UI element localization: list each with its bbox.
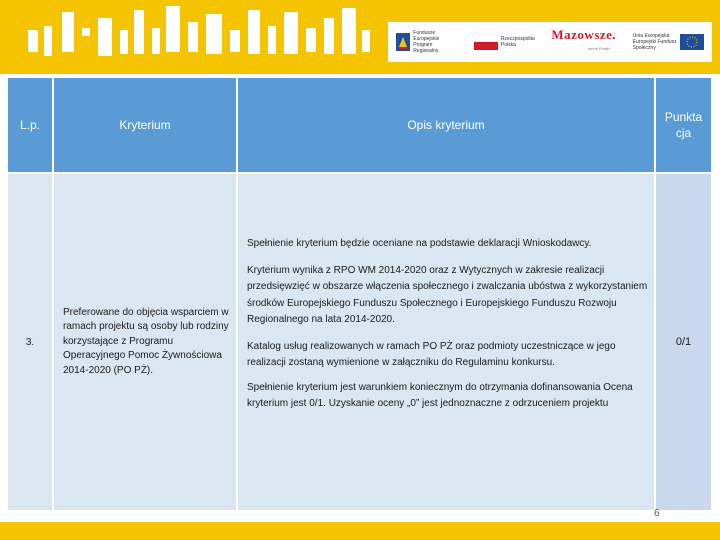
decor-shape [284,12,298,54]
eu-flag-icon [680,34,704,50]
description-paragraph: Katalog usług realizowanych w ramach PO PŻ oraz podmioty uczestniczące w jego realizacji zostaną wymienione w załączniku do Regulaminu konkursu. [247,340,616,368]
decor-shape [166,6,180,52]
row-points: 0/1 [675,336,692,348]
eu-funds-label: Fundusze Europejskie Program Regionalny [413,30,440,54]
header-lp-label: L.p. [19,118,40,132]
eu-label: Unia Europejska Europejski Fundusz Społeczny [632,33,677,51]
row-points-cell [656,174,711,510]
header-banner [0,0,720,74]
decor-shape [306,28,316,52]
row-description-cell [238,174,654,510]
decor-shape [98,18,112,56]
decor-shape [188,22,198,52]
row-criterion-cell [54,174,236,510]
row-criterion-text: Preferowane do objęcia wsparciem w ramach projektu są osoby lub rodziny korzystające z Programu Operacyjnego Pomoc Żywnościowa 2014-2020 (PO PŻ). [63,306,229,376]
criteria-table [8,78,711,510]
decor-shape [206,14,222,54]
description-paragraph: Spełnienie kryterium jest warunkiem koniecznym do otrzymania dofinansowania Ocena kryterium jest 0/1. Uzyskanie oceny „0” jest jednoznaczne z odrzuceniem projektu [247,381,633,409]
description-paragraph: Spełnienie kryterium będzie oceniane na podstawie deklaracji Wnioskodawcy. [247,238,592,249]
decor-shape [342,8,356,54]
poland-flag-icon [474,34,498,50]
header-points [656,78,711,172]
decor-shape [134,10,144,54]
description-paragraph: Kryterium wynika z RPO WM 2014-2020 oraz z Wytycznych w zakresie realizacji przedsięwzięć w obszarze włączenia społecznego i zwalczania ubóstwa z wykorzystaniem środków Europejskiego Funduszu Społecznego i Europejskiego Funduszu Rozwoju Regionalnego na lata 2014-2020. [247,264,648,325]
header-lp [8,78,52,172]
decor-shape [120,30,128,54]
eu-funds-logo [396,27,457,57]
mazowsze-tagline: serce Polski [588,46,610,51]
decor-shape [152,28,160,54]
row-number: 3. [25,336,35,348]
decor-shape [324,18,334,54]
row-number-cell [8,174,52,510]
header-description [238,78,654,172]
footer-bar [0,522,720,540]
mazowsze-logo [551,27,616,57]
eu-flag-logo [633,27,704,57]
header-description-label: Opis kryterium [407,118,485,132]
eu-funds-icon [396,33,410,51]
poland-flag-logo [474,27,535,57]
decor-shape [230,30,240,52]
decor-shape [268,26,276,54]
mazowsze-wordmark: Mazowsze. [551,27,617,42]
decor-shape [362,30,370,52]
decor-shape [248,10,260,54]
header-points-label: Punkta cja [664,110,703,140]
decor-shape [82,28,90,36]
poland-label: Rzeczpospolita Polska [500,36,535,48]
header-criterion-label: Kryterium [119,118,171,132]
page-number: 6 [654,508,660,519]
decor-shape [44,26,52,56]
logo-strip [388,22,712,62]
decor-shape [28,30,38,52]
decor-shape [62,12,74,52]
header-criterion [54,78,236,172]
